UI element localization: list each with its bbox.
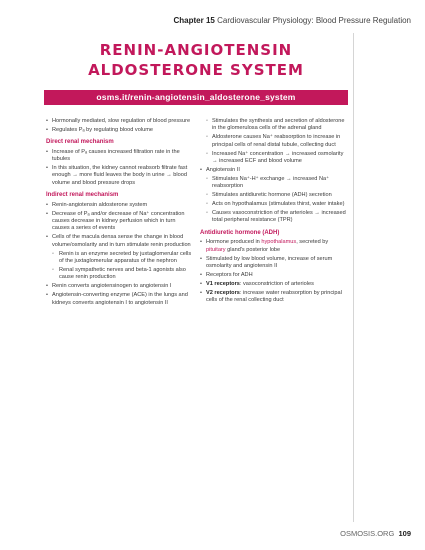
section-heading-indirect: Indirect renal mechanism xyxy=(46,192,119,199)
section-heading-adh: Antidiuretic hormone (ADH) xyxy=(200,229,280,236)
list-item: • Angiotensin II xyxy=(200,167,348,174)
v1-text: : vasoconstriction of arterioles xyxy=(239,280,314,287)
list-item: • Receptors for ADH xyxy=(200,272,348,279)
title-line-1: RENIN-ANGIOTENSIN xyxy=(99,41,293,59)
adh-text: Hormone produced in xyxy=(206,239,262,246)
margin-divider xyxy=(353,33,354,522)
sub-list-item: ◦ Aldosterone causes Na⁺ reabsorption to increase in principal cells of renal distal tubule, collecting duct xyxy=(206,134,348,149)
left-column xyxy=(46,118,192,308)
page-footer xyxy=(340,529,411,538)
osmosis-link[interactable]: osms.it/renin-angiotensin_aldosterone_system xyxy=(44,90,348,105)
sub-list-item: ◦ Stimulates the synthesis and secretion of aldosterone in the glomerulosa cells of the adrenal gland xyxy=(206,118,348,133)
page-title xyxy=(44,40,348,80)
sub-list-item: ◦ Stimulates Na⁺-H⁺ exchange → increased Na⁺ reabsorption xyxy=(206,176,348,191)
chapter-subject: Cardiovascular Physiology: Blood Pressure Regulation xyxy=(217,16,411,25)
list-item: • Stimulated by low blood volume, increase of serum osmolarity and angiotensin II xyxy=(200,256,348,271)
adh-text: , secreted by xyxy=(296,239,329,246)
list-item: • Cells of the macula densa sense the change in blood volume/osmolarity and in turn stimulate renin production xyxy=(46,234,192,249)
list-item: • Increase of Pₐ causes increased filtration rate in the tubules xyxy=(46,149,192,164)
list-item xyxy=(200,281,348,288)
footer-site[interactable]: OSMOSIS.ORG xyxy=(340,529,395,538)
pituitary-link[interactable]: pituitary xyxy=(206,246,226,253)
v1-label: V1 receptors xyxy=(206,280,240,287)
title-line-2: ALDOSTERONE SYSTEM xyxy=(88,61,304,79)
right-column xyxy=(200,118,348,306)
adh-text: gland's posterior lobe xyxy=(225,246,281,253)
list-item: • Renin converts angiotensinogen to angiotensin I xyxy=(46,283,192,290)
v2-label: V2 receptors xyxy=(206,289,240,296)
sub-list-item: ◦ Acts on hypothalamus (stimulates thirst, water intake) xyxy=(206,201,348,208)
page-number: 109 xyxy=(398,529,411,538)
list-item: • Decrease of Pₐ and/or decrease of Na⁺ concentration causes decrease in kidney perfusion which in turn causes a series of events xyxy=(46,211,192,233)
list-item: • Angiotensin-converting enzyme (ACE) in the lungs and kidneys converts angiotensin I to angiotensin II xyxy=(46,292,192,307)
page-header xyxy=(174,16,411,25)
list-item: • Hormonally mediated, slow regulation of blood pressure xyxy=(46,118,192,125)
sub-list-item: ◦ Renin is an enzyme secreted by juxtaglomerular cells of the juxtaglomerular apparatus of the nephron xyxy=(46,251,192,266)
list-item: • Regulates Pₐ by regulating blood volume xyxy=(46,127,192,134)
hypothalamus-link[interactable]: hypothalamus xyxy=(261,239,297,246)
v2-text: : increase water reabsorption by principal cells of the renal collecting duct xyxy=(206,289,342,304)
section-heading-direct: Direct renal mechanism xyxy=(46,139,114,146)
sub-list-item: ◦ Increased Na⁺ concentration → increased osmolarity → increased ECF and blood volume xyxy=(206,151,348,166)
list-item: • Renin-angiotensin aldosterone system xyxy=(46,202,192,209)
chapter-label: Chapter 15 xyxy=(173,16,215,25)
list-item xyxy=(200,239,348,254)
sub-list-item: ◦ Stimulates antidiuretic hormone (ADH) secretion xyxy=(206,192,348,199)
list-item: • In this situation, the kidney cannot reabsorb filtrate fast enough → more fluid leaves the body in urine → blood volume and blood pressure drops xyxy=(46,165,192,187)
list-item xyxy=(200,290,348,305)
sub-list-item: ◦ Causes vasoconstriction of the arterioles → increased total peripheral resistance (TPR) xyxy=(206,210,348,225)
sub-list-item: ◦ Renal sympathetic nerves and beta-1 agonists also cause renin production xyxy=(46,267,192,282)
